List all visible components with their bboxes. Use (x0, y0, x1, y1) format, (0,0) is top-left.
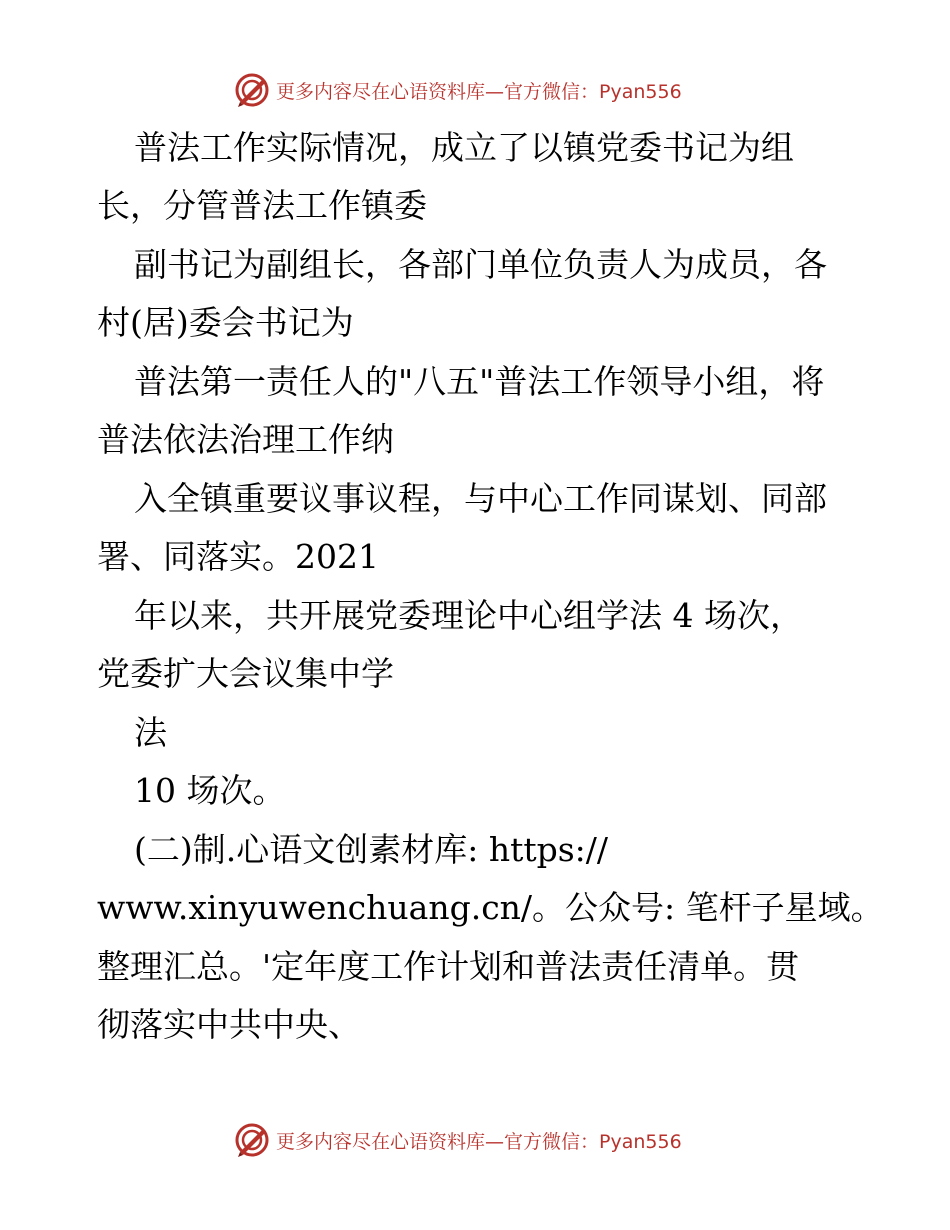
body-line-16: 彻落实中共中央、 (97, 1005, 361, 1044)
body-line-7: 入全镇重要议事议程，与中心工作同谋划、同部 (134, 479, 827, 518)
footer-banner (232, 1120, 682, 1160)
body-line-4: 村(居)委会书记为 (97, 303, 354, 342)
pen-logo-icon (232, 1120, 272, 1160)
body-line-15: 整理汇总。'定年度工作计划和普法责任清单。贯 (97, 947, 800, 986)
body-line-3: 副书记为副组长，各部门单位负责人为成员，各 (134, 245, 827, 284)
body-line-13: (二)制.心语文创素材库: https:// (134, 830, 609, 869)
body-line-2: 长，分管普法工作镇委 (97, 186, 427, 225)
body-line-12: 10 场次。 (134, 771, 286, 810)
header-banner-text: 更多内容尽在心语资料库—官方微信：Pyan556 (276, 80, 682, 103)
body-line-6: 普法依法治理工作纳 (97, 420, 394, 459)
footer-banner-text: 更多内容尽在心语资料库—官方微信：Pyan556 (276, 1130, 682, 1153)
body-line-9: 年以来，共开展党委理论中心组学法 4 场次， (134, 596, 803, 635)
body-line-1: 普法工作实际情况，成立了以镇党委书记为组 (134, 128, 794, 167)
body-line-10: 党委扩大会议集中学 (97, 654, 394, 693)
body-line-8: 署、同落实。2021 (97, 537, 379, 576)
body-line-5: 普法第一责任人的"八五"普法工作领导小组，将 (134, 362, 825, 401)
body-line-11: 法 (134, 713, 167, 752)
body-line-14: www.xinyuwenchuang.cn/。公众号: 笔杆子星域。 (97, 888, 884, 927)
